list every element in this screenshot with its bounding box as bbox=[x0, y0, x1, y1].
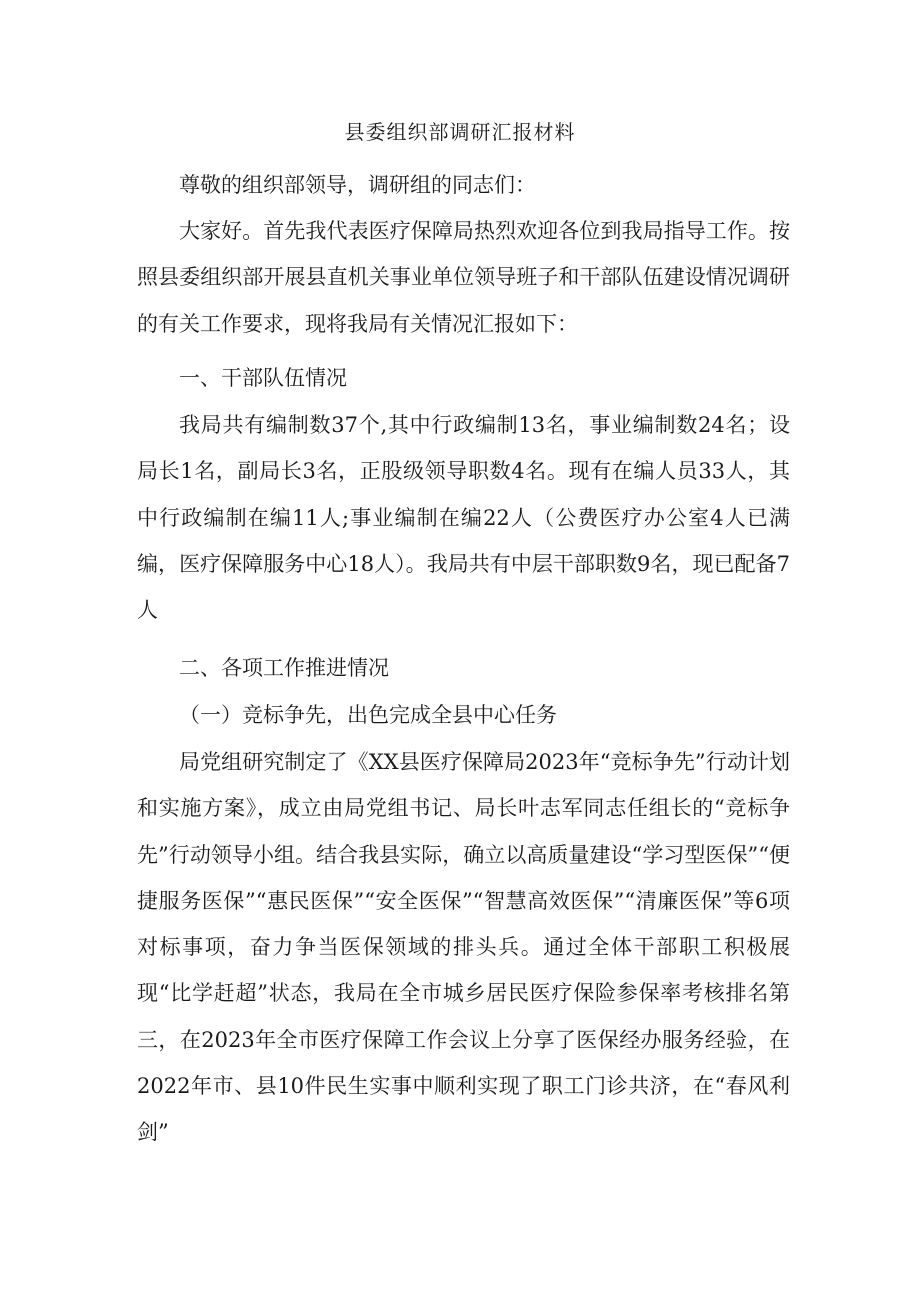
document-title: 县委组织部调研汇报材料 bbox=[344, 120, 576, 144]
paragraph-staff: 我局共有编制数37个,其中行政编制13名，事业编制数24名；设局长1名，副局长3名，正股级领导职数4名。现有在编人员33人，其中行政编制在编11人;事业编制在编22人（公费医疗办公室4人已满编，医疗保障服务中心18人）。我局共有中层干部职数9名，现已配备7人 bbox=[137, 413, 790, 623]
paragraph-welcome: 大家好。首先我代表医疗保障局热烈欢迎各位到我局指导工作。按照县委组织部开展县直机关事业单位领导班子和干部队伍建设情况调研的有关工作要求，现将我局有关情况汇报如下： bbox=[137, 219, 790, 336]
section-heading-two: 二、各项工作推进情况 bbox=[179, 656, 389, 680]
section-heading-one: 一、干部队伍情况 bbox=[179, 366, 347, 390]
subsection-heading-one: （一）竞标争先，出色完成全县中心任务 bbox=[179, 703, 557, 727]
paragraph-plan: 局党组研究制定了《XX县医疗保障局2023年“竞标争先”行动计划和实施方案》，成立由局党组书记、局长叶志军同志任组长的“竞标争先”行动领导小组。结合我县实际，确立以高质量建设“学习型医保”“便捷服务医保”“惠民医保”“安全医保”“智慧高效医保”“清廉医保”等6项对标事项，奋力争当医保领域的排头兵。通过全体干部职工积极展现“比学赶超”状态，我局在全市城乡居民医疗保险参保率考核排名第三，在2023年全市医疗保障工作会议上分享了医保经办服务经验，在2022年市、县10件民生实事中顺利实现了职工门诊共济，在“春风利剑” bbox=[137, 750, 790, 1145]
salutation: 尊敬的组织部领导，调研组的同志们： bbox=[179, 173, 536, 197]
